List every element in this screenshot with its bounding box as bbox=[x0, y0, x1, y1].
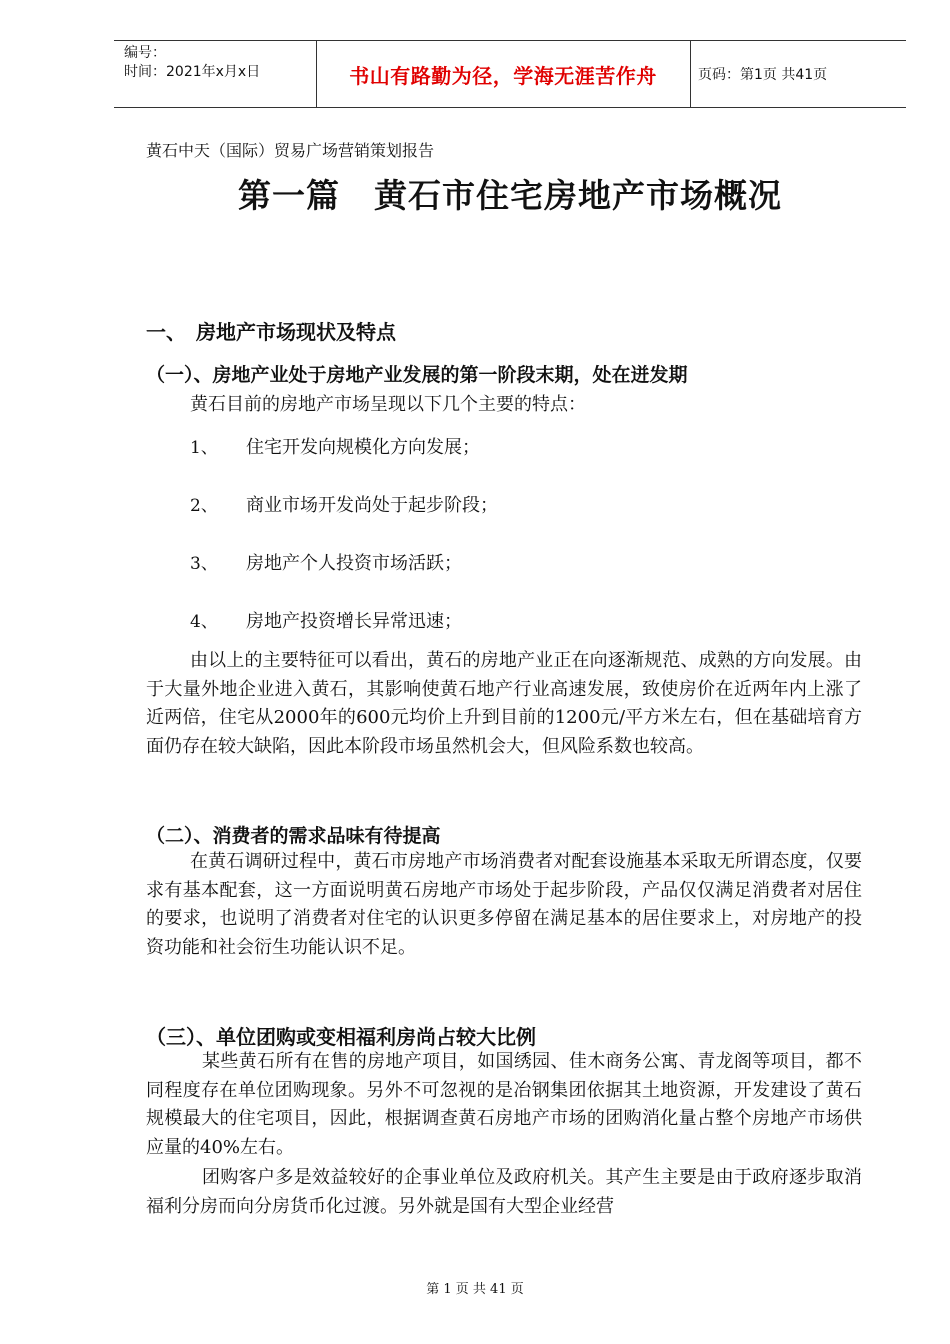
section-heading: 一、 房地产市场现状及特点 bbox=[146, 320, 396, 344]
subsection-heading-3: （三）、单位团购或变相福利房尚占较大比例 bbox=[146, 1025, 536, 1049]
number-label: 编号： bbox=[124, 45, 166, 61]
time-label: 时间：2021年x月x日 bbox=[124, 64, 261, 80]
page-title: 第一篇 黄石市住宅房地产市场概况 bbox=[238, 176, 782, 215]
body-paragraph: 团购客户多是效益较好的企事业单位及政府机关。其产生主要是由于政府逐步取消福利分房而向分房货币化过渡。另外就是国有大型企业经营 bbox=[146, 1167, 862, 1217]
body-paragraph: 由以上的主要特征可以看出，黄石的房地产业正在向逐渐规范、成熟的方向发展。由于大量外地企业进入黄石，其影响使黄石地产行业高速发展，致使房价在近两年内上涨了近两倍，住宅从2000年的600元均价上升到目前的1200元/平方米左右，但在基础培育方面仍存在较大缺陷，因此本阶段市场虽然机会大，但风险系数也较高。 bbox=[146, 650, 862, 757]
list-item-number: 2、 bbox=[190, 496, 218, 516]
body-paragraph: 某些黄石所有在售的房地产项目，如国绣园、佳木商务公寓、青龙阁等项目，都不同程度存在单位团购现象。另外不可忽视的是冶钢集团依据其土地资源，开发建设了黄石规模最大的住宅项目，因此，根据调查黄石房地产市场的团购消化量占整个房地产市场供应量的40%左右。 bbox=[146, 1051, 862, 1158]
list-item-text: 房地产投资增长异常迅速； bbox=[246, 611, 462, 632]
report-subtitle: 黄石中天（国际）贸易广场营销策划报告 bbox=[146, 141, 435, 160]
list-item-text: 房地产个人投资市场活跃； bbox=[246, 553, 462, 574]
header-meta bbox=[124, 44, 260, 82]
header-divider bbox=[690, 41, 691, 107]
body-paragraph: 在黄石调研过程中，黄石市房地产市场消费者对配套设施基本采取无所谓态度，仅要求有基本配套，这一方面说明黄石房地产市场处于起步阶段，产品仅仅满足消费者对居住的要求，也说明了消费者对住宅的认识更多停留在满足基本的居住要求上，对房地产的投资功能和社会衍生功能认识不足。 bbox=[146, 851, 862, 958]
list-item-number: 1、 bbox=[190, 438, 218, 458]
list-item-text: 住宅开发向规模化方向发展； bbox=[246, 437, 480, 458]
list-item-number: 4、 bbox=[190, 612, 218, 632]
list-item-text: 商业市场开发尚处于起步阶段； bbox=[246, 495, 498, 516]
intro-text: 黄石目前的房地产市场呈现以下几个主要的特点： bbox=[190, 394, 586, 415]
page-header bbox=[114, 40, 906, 108]
header-motto: 书山有路勤为径，学海无涯苦作舟 bbox=[349, 63, 657, 88]
header-page-info: 页码：第1页 共41页 bbox=[698, 67, 828, 83]
list-item-number: 3、 bbox=[190, 554, 218, 574]
subsection-heading-1: （一）、房地产业处于房地产业发展的第一阶段末期，处在迸发期 bbox=[146, 364, 688, 386]
subsection-heading-2: （二）、消费者的需求品味有待提高 bbox=[146, 825, 441, 847]
page-footer: 第 1 页 共 41 页 bbox=[426, 1282, 524, 1297]
